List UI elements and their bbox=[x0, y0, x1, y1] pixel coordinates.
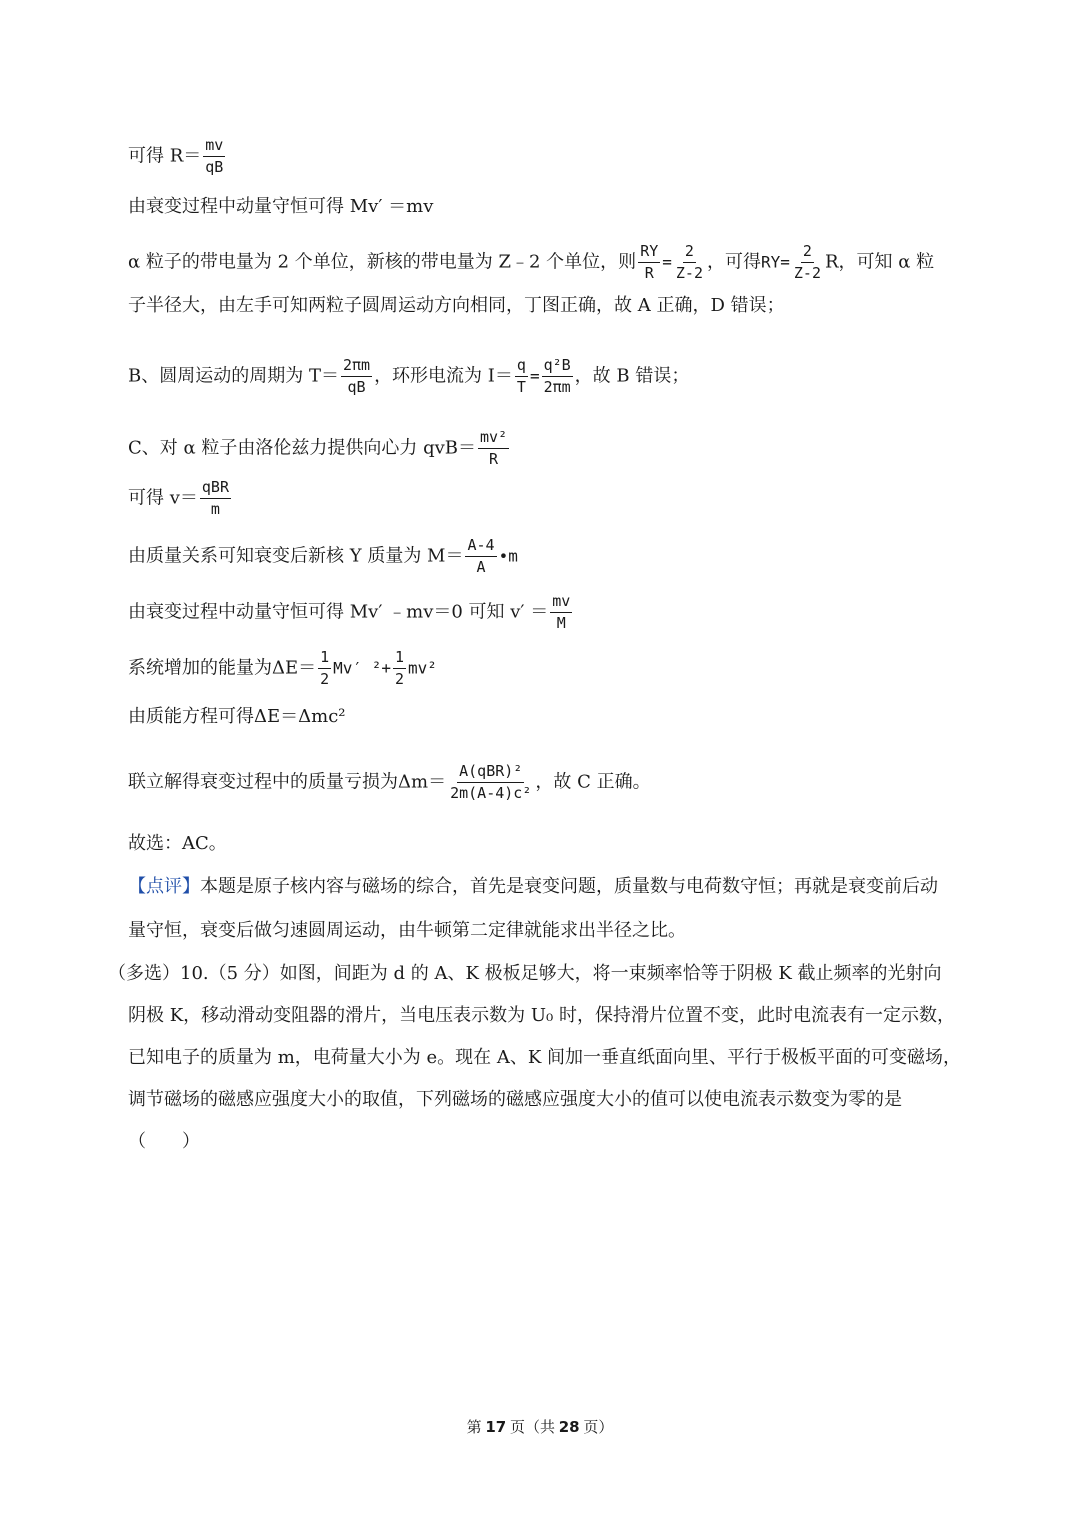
fraction-mass-defect: $\frac{\text{A(qBR)²}}{\text{2m(A-4)c²}}$ bbox=[450, 762, 532, 802]
fraction-recoil: $\frac{mv}{M}$ bbox=[552, 592, 571, 632]
line-energy: 系统增加的能量为ΔE＝ $\frac{1}{2}$ Mv′ ²+ $\frac{1}{2}$ mv² bbox=[128, 648, 437, 688]
comment-line-1: 【点评】本题是原子核内容与磁场的综合，首先是衰变问题，质量数与电荷数守恒；再就是衰变前后动 bbox=[128, 876, 938, 897]
fraction-centripetal: $\frac{\text{mv²}}{R}$ bbox=[480, 428, 508, 468]
line-momentum: 由衰变过程中动量守恒可得 Mv′ ＝mv bbox=[128, 196, 434, 217]
page-number: 17 bbox=[485, 1418, 507, 1436]
comment-tag: 【点评】 bbox=[128, 876, 200, 897]
fraction-velocity: $\frac{\text{qBR}}{m}$ bbox=[201, 478, 229, 518]
line-option-c: C、对 α 粒子由洛伦兹力提供向心力 qvB＝ $\frac{\text{mv²}}{R}$ bbox=[128, 428, 508, 468]
line-recoil-velocity: 由衰变过程中动量守恒可得 Mv′ ﹣mv＝0 可知 v′ ＝ $\frac{mv}{M}$ bbox=[128, 592, 571, 632]
question-10-blank: （ ） bbox=[128, 1131, 200, 1152]
fraction-2-over-z2-b: $\frac{2}{Z-2}$ bbox=[793, 242, 821, 282]
line-option-b: B、圆周运动的周期为 T＝ $\frac{2\pi m}{qB}$ ，环形电流为 I＝ $\frac{q}{T}$ = $\frac{\text{q²B}}{2\pi m}$ ，故 B 错误； bbox=[128, 356, 690, 396]
page-footer: 第 17 页（共 28 页） bbox=[466, 1418, 614, 1436]
line-conclusion-ad: 子半径大，由左手可知两粒子圆周运动方向相同，丁图正确，故 A 正确，D 错误； bbox=[128, 295, 785, 316]
fraction-mass: $\frac{A-4}{A}$ bbox=[467, 536, 495, 576]
question-10-line-1: （多选）10.（5 分）如图，间距为 d 的 A、K 极板足够大，将一束频率恰等于阴极 K 截止频率的光射向 bbox=[108, 963, 942, 984]
line-mass-defect: 联立解得衰变过程中的质量亏损为Δm＝ $\frac{\text{A(qBR)²}}{\text{2m(A-4)c²}}$ ，故 C 正确。 bbox=[128, 762, 651, 802]
question-10-line-2: 阴极 K，移动滑动变阻器的滑片，当电压表示数为 U₀ 时，保持滑片位置不变，此时电流表有一定示数， bbox=[128, 1005, 955, 1026]
page-total: 28 bbox=[558, 1418, 580, 1436]
fraction-current: $\frac{\text{q²B}}{2\pi m}$ bbox=[543, 356, 571, 396]
question-10-line-4: 调节磁场的磁感应强度大小的取值，下列磁场的磁感应强度大小的值可以使电流表示数变为零的是 bbox=[128, 1089, 902, 1110]
question-10-line-3: 已知电子的质量为 m，电荷量大小为 e。现在 A、K 间加一垂直纸面向里、平行于极板平面的可变磁场， bbox=[128, 1047, 962, 1068]
fraction-half-b: $\frac{1}{2}$ bbox=[394, 648, 404, 688]
fraction-q-over-t: $\frac{q}{T}$ bbox=[516, 356, 526, 396]
fraction-period: $\frac{2\pi m}{qB}$ bbox=[342, 356, 371, 396]
fraction-mv-over-qb: $\frac{mv}{qB}$ bbox=[205, 136, 224, 176]
line-radius: 可得 R＝ $\frac{mv}{qB}$ bbox=[128, 136, 224, 176]
line-charge-ratio: α 粒子的带电量为 2 个单位，新核的带电量为 Z﹣2 个单位，则 $\frac{RY}{R}$ = $\frac{2}{Z-2}$ ，可得RY= $\frac{2}{Z-2}$ R，可知 α 粒 bbox=[128, 242, 935, 282]
line-answer: 故选：AC。 bbox=[128, 833, 227, 854]
line-velocity: 可得 v＝ $\frac{\text{qBR}}{m}$ bbox=[128, 478, 229, 518]
fraction-2-over-z2: $\frac{2}{Z-2}$ bbox=[675, 242, 703, 282]
fraction-ry-over-r: $\frac{RY}{R}$ bbox=[640, 242, 659, 282]
fraction-half-a: $\frac{1}{2}$ bbox=[320, 648, 330, 688]
line-mass-energy: 由质能方程可得ΔE＝Δmc² bbox=[128, 706, 346, 727]
comment-line-2: 量守恒，衰变后做匀速圆周运动，由牛顿第二定律就能求出半径之比。 bbox=[128, 920, 686, 941]
line-mass-relation: 由质量关系可知衰变后新核 Y 质量为 M＝ $\frac{A-4}{A}$ •m bbox=[128, 536, 518, 576]
